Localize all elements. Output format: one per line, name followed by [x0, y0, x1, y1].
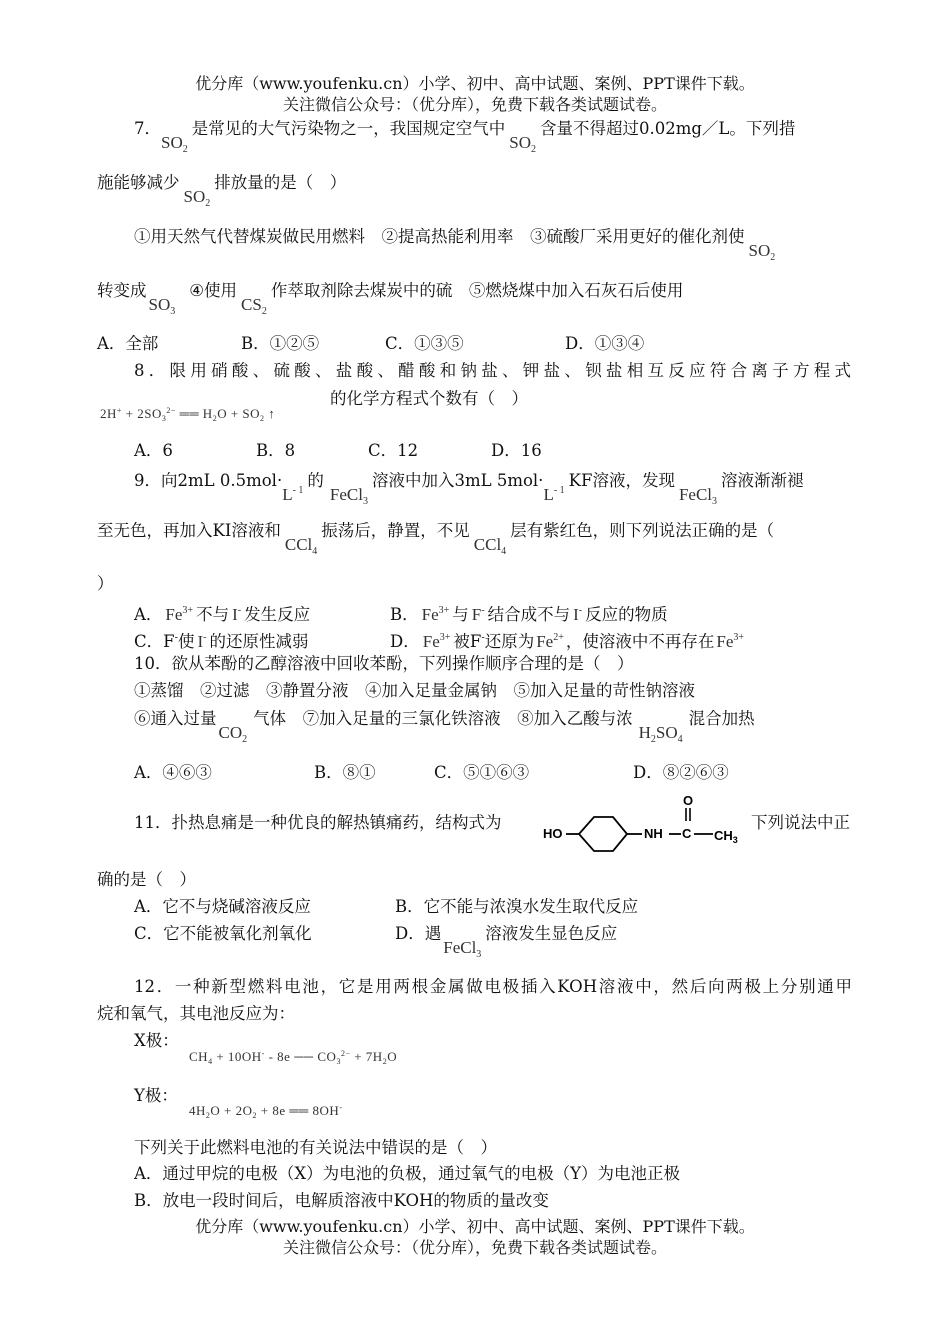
q7-statements-2: 转变成$SO_3④$使用$CS_2$作萃取剂除去煤炭中的硫 ⑤燃烧煤中加入石灰石后使用	[97, 281, 684, 317]
q10-line-2: ①蒸馏 ②过滤 ③静置分液 ④加入足量金属钠 ⑤加入足量的苛性钠溶液	[134, 681, 695, 700]
q11-line-1-end: 下列说法中正	[751, 813, 850, 832]
q8-line-1: 8．限用硝酸、硫酸、盐酸、醋酸和钠盐、钾盐、钡盐相互反应符合离子方程式	[134, 361, 852, 380]
so3-formula: $SO_3$	[148, 295, 176, 317]
q11-option-a: A．它不与烧碱溶液反应	[134, 897, 311, 916]
q9-line-2: 至无色，再加入KI溶液和CCl$_4$振荡后，静置，不见CCl$_4$层有紫红色，则下列说法正确的是（	[97, 521, 775, 557]
q11-option-b: B．它不能与浓溴水发生取代反应	[395, 897, 639, 916]
q7-option-a: A．全部	[97, 334, 159, 353]
fe3-ion: $Fe^{3+}$	[165, 605, 194, 624]
q12-line-2: 烷和氧气，其电池反应为：	[97, 1004, 295, 1023]
q10-option-c: C．⑤①⑥③	[434, 763, 530, 782]
q10-line-3: ⑥通入过量$CO_2$气体 ⑦加入足量的三氯化铁溶液 ⑧加入乙酸与浓$H_2SO_4$混合加热	[134, 709, 755, 745]
so2-formula: $SO_2$	[509, 133, 536, 155]
q10-line-1: 10．欲从苯酚的乙醇溶液中回收苯酚，下列操作顺序合理的是（ ）	[134, 654, 634, 673]
fe3-ion: $Fe^{3+}$	[421, 605, 450, 624]
fe3-ion: $Fe^{3+}$	[422, 632, 451, 651]
q10-option-a: A．④⑥③	[134, 763, 212, 782]
q7-option-d: D．①③④	[565, 334, 645, 353]
cs2-formula: $CS_2$	[241, 295, 267, 317]
fecl3-formula: FeCl$_3$	[329, 485, 368, 507]
so2-formula: $SO_2$	[183, 187, 211, 209]
q12-option-a: A．通过甲烷的电极（X）为电池的负极，通过氧气的电极（Y）为电池正极	[134, 1164, 681, 1183]
q8-option-a: A．6	[134, 441, 173, 460]
q8-option-d: D．16	[491, 441, 542, 460]
fecl3-formula: FeCl$_3$	[678, 485, 718, 507]
fe2-ion: $Fe^{2+}$	[536, 632, 564, 651]
iodide-ion: I-	[197, 632, 207, 651]
q12-ask: 下列关于此燃料电池的有关说法中错误的是（ ）	[134, 1138, 497, 1157]
header-line-2: 关注微信公众号：（优分库），免费下载各类试题试卷。	[282, 95, 667, 114]
q9-option-b: B． $Fe^{3+}$ 与 F- 结合成不与 I- 反应的物质	[390, 605, 668, 624]
ccl4-formula: CCl$_4$	[284, 535, 318, 557]
so2-formula: $SO_2$	[748, 241, 776, 263]
per-litre-unit: $L^{- 1}$	[543, 485, 565, 504]
q9-option-a: A． $Fe^{3+}$ 不与 I- 发生反应	[134, 605, 311, 624]
q8-line-2: 的化学方程式个数有（ ）	[330, 389, 528, 408]
footer-line-2: 关注微信公众号：（优分库），免费下载各类试题试卷。	[282, 1238, 667, 1257]
q9-option-c: C．F-使 I- 的还原性减弱	[134, 632, 309, 651]
paracetamol-structure	[541, 790, 751, 856]
q12-option-b: B．放电一段时间后，电解质溶液中KOH的物质的量改变	[134, 1191, 549, 1210]
q9-line-1: 9．向2mL $0.5mol\cdot L^{- 1}$的FeCl$_3$溶液中加入3mL $5mol\cdot L^{- 1}KF$溶液，发现FeCl$_3$溶液渐渐褪	[134, 471, 804, 507]
q8-option-c: C．12	[368, 441, 419, 460]
q8-ionic-equation: $2H^+ + 2SO_3^{2-}$ ══ $H_2O + SO_2$ ↑	[100, 406, 276, 423]
x-electrode-label: X极：	[134, 1031, 179, 1050]
q7-option-c: C．①③⑤	[385, 334, 464, 353]
q10-option-d: D．⑧②⑥③	[633, 763, 729, 782]
y-electrode-label: Y极：	[134, 1086, 178, 1105]
q11-option-c: C．它不能被氧化剂氧化	[134, 924, 312, 943]
q7-option-b: B．①②⑤	[241, 334, 320, 353]
q7-statements-1: ①用天然气代替煤炭做民用燃料 ②提高热能利用率 ③硫酸厂采用更好的催化剂使$SO_2$	[134, 227, 776, 263]
iodide-ion: I-	[232, 605, 242, 624]
q12-line-1: 12．一种新型燃料电池，它是用两根金属做电极插入KOH溶液中，然后向两极上分别通甲	[134, 977, 852, 996]
fluoride-ion: F-	[471, 605, 485, 624]
q9-option-d: D． $Fe^{3+}$ 被F-还原为 $Fe^{2+}$ ，使溶液中不再存在 $Fe^{3+}$	[390, 632, 744, 651]
svg-text:CH3: $CH_3$	[714, 828, 738, 845]
x-electrode-equation: $CH_4 + 10OH^- - 8e$ ── $CO_3^{2-} + 7H_2O$	[189, 1049, 398, 1066]
header-line-1: 优分库（www.youfenku.cn）小学、初中、高中试题、案例、PPT课件下载。	[195, 74, 755, 93]
h2so4-formula: $H_2SO_4$	[638, 723, 683, 745]
svg-text:NH: NH	[644, 826, 663, 841]
q11-line-2: 确的是（ ）	[97, 870, 196, 889]
q11-option-d: D．遇FeCl$_3$溶液发生显色反应	[395, 924, 618, 960]
svg-text:HO: HO	[543, 826, 563, 841]
co2-formula: $CO_2$	[218, 723, 248, 745]
y-electrode-equation: $4H_2O + 2O_2 + 8e$ ══ 8OH-	[189, 1103, 343, 1120]
q11-line-1: 11．扑热息痛是一种优良的解热镇痛药，结构式为	[134, 813, 502, 832]
fecl3-formula: FeCl$_3$	[443, 938, 482, 960]
footer-line-1: 优分库（www.youfenku.cn）小学、初中、高中试题、案例、PPT课件下载。	[195, 1217, 755, 1236]
svg-text:C: C	[682, 826, 692, 841]
svg-text:O: O	[683, 793, 694, 808]
per-litre-unit: $L^{- 1}$	[282, 485, 304, 504]
q9-line-3: ）	[97, 574, 114, 593]
q7-line-1: 7．$SO_2$是常见的大气污染物之一，我国规定空气中$SO_2$含量不得超过0.02mg／L。下列措	[134, 119, 796, 155]
q7-line-2: 施能够减少$SO_2$排放量的是（ ）	[97, 173, 347, 209]
so2-formula: $SO_2$	[161, 133, 188, 155]
fe3-ion: $Fe^{3+}$	[716, 632, 744, 651]
q8-option-b: B．8	[256, 441, 296, 460]
ccl4-formula: CCl$_4$	[473, 535, 507, 557]
iodide-ion: I-	[573, 605, 583, 624]
q10-option-b: B．⑧①	[314, 763, 376, 782]
